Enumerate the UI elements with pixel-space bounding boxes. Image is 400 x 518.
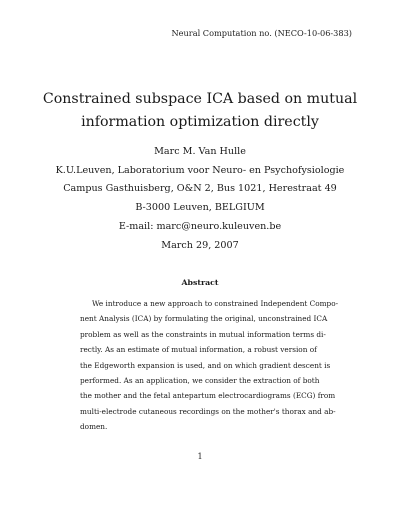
- abstract-line: We introduce a new approach to constrained Independent Compo-: [92, 299, 339, 308]
- author-address-1: Campus Gasthuisberg, O&N 2, Bus 1021, Herestraat 49: [63, 183, 337, 195]
- author-address-2: B-3000 Leuven, BELGIUM: [135, 202, 265, 214]
- title-line-1: Constrained subspace ICA based on mutual: [42, 91, 358, 107]
- author-affiliation: K.U.Leuven, Laboratorium voor Neuro- en Psychofysiologie: [55, 164, 345, 176]
- abstract-line: performed. As an application, we consider the extraction of both: [80, 376, 320, 386]
- abstract-line: problem as well as the constraints in mutual information terms di-: [80, 329, 326, 339]
- author-block: [0, 143, 400, 255]
- abstract-line: domen.: [80, 422, 108, 432]
- abstract-line: rectly. As an estimate of mutual information, a robust version of: [80, 345, 317, 355]
- title-block: [0, 88, 400, 134]
- title-line-2: information optimization directly: [81, 114, 319, 130]
- abstract-line: the Edgeworth expansion is used, and on which gradient descent is: [80, 360, 331, 370]
- abstract-line: multi-electrode cutaneous recordings on the mother's thorax and ab-: [80, 406, 336, 416]
- abstract-heading: Abstract: [181, 278, 219, 287]
- paper-date: March 29, 2007: [161, 239, 239, 251]
- running-header: Neural Computation no. (NECO-10-06-383): [171, 28, 352, 38]
- abstract-line: nent Analysis (ICA) by formulating the original, unconstrained ICA: [80, 314, 328, 324]
- author-name: Marc M. Van Hulle: [154, 146, 246, 157]
- page-number: 1: [197, 452, 203, 461]
- abstract-line: the mother and the fetal antepartum electrocardiograms (ECG) from: [80, 391, 336, 401]
- author-email: E-mail: marc@neuro.kuleuven.be: [118, 220, 282, 232]
- abstract-body: [80, 296, 339, 435]
